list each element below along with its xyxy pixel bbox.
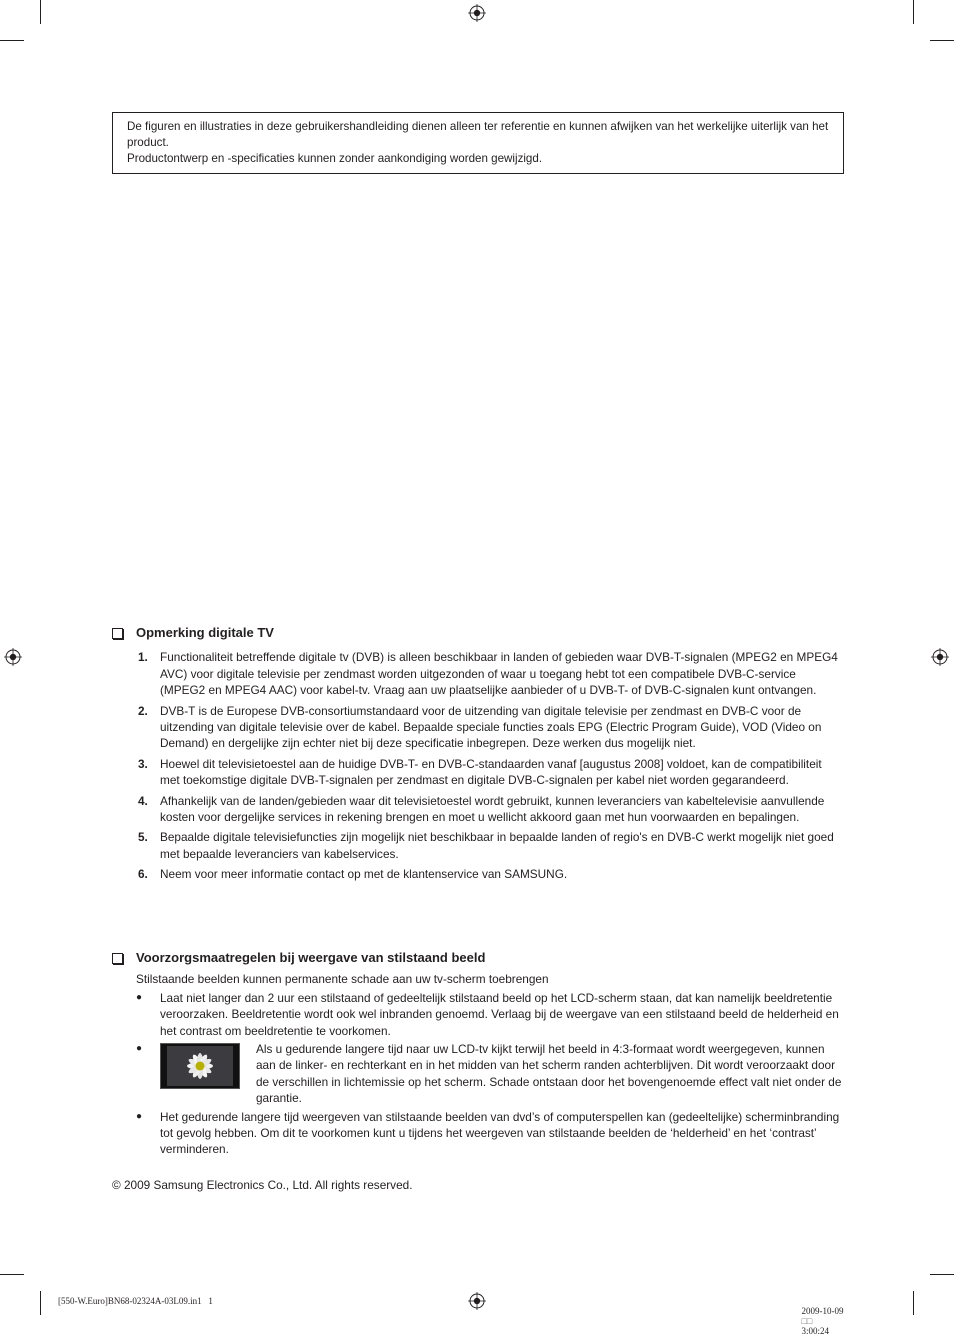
flower-image-icon — [161, 1044, 239, 1088]
crop-mark — [40, 1291, 41, 1315]
disclaimer-text: De figuren en illustraties in deze gebruikershandleiding dienen alleen ter referentie en kunnen afwijken van het werkelijke uiterlijk van het product. — [127, 120, 829, 149]
registration-mark-icon — [4, 648, 22, 666]
footer-glyphs: □□ — [801, 1316, 813, 1326]
item-text: Als u gedurende langere tijd naar uw LCD-tv kijkt terwijl het beeld in 4:3-formaat wordt weergegeven, kunnen aan de linker- en rechterkant en in het midden van het scherm randen achterblijven. Dit wordt veroorzaakt door de verschillen in lichtemissie op het scherm. Schade ontstaan door het bovengenoemde effect valt niet onder de garantie. — [256, 1042, 842, 1106]
list-item — [112, 756, 842, 789]
list-item — [112, 1109, 842, 1158]
still-image-section — [112, 950, 842, 1158]
item-text: Hoewel dit televisietoestel aan de huidige DVB-T- en DVB-C-standaarden vanaf [augustus 2008] voldoet, kan de compatibiliteit met toekomstige digitale DVB-T-signalen per zendmast en digitale DVB-C-signalen per kabel niet worden gegarandeerd. — [160, 756, 822, 788]
footer-time: 3:00:24 — [801, 1326, 830, 1336]
print-footer-file: [550-W.Euro]BN68-02324A-03L09.in1 1 — [58, 1296, 213, 1306]
list-item — [112, 1041, 842, 1107]
disclaimer-text: Productontwerp en -specificaties kunnen zonder aankondiging worden gewijzigd. — [127, 152, 543, 165]
registration-mark-icon — [468, 1292, 486, 1310]
section-intro: Stilstaande beelden kunnen permanente schade aan uw tv-scherm toebrengen — [136, 972, 549, 987]
tv-screen-image — [160, 1043, 240, 1089]
numbered-list — [112, 649, 842, 882]
item-text: Laat niet langer dan 2 uur een stilstaand of gedeeltelijk stilstaand beeld op het LCD-scherm staan, dat kan namelijk beeldretentie veroorzaken. Beeldretentie wordt ook wel inbranden genoemd. Verlaag bij de weergave van een stilstaand beeld de helderheid en het contrast om beeldretentie te voorkomen. — [160, 990, 839, 1038]
registration-mark-icon — [931, 648, 949, 666]
section-heading — [112, 950, 842, 966]
print-footer-date — [797, 1296, 844, 1336]
crop-mark — [913, 1291, 914, 1315]
section-title: Voorzorgsmaatregelen bij weergave van stilstaand beeld — [136, 950, 486, 965]
list-item — [112, 829, 842, 862]
item-text: Het gedurende langere tijd weergeven van stilstaande beelden van dvd’s of computerspellen kan (gedeeltelijke) scherminbranding tot gevolg hebben. Om dit te voorkomen kunt u tijdens het weergeven van stilstaande beelden de ‘helderheid’ en het ‘contrast’ verminderen. — [160, 1109, 840, 1157]
list-item — [112, 649, 842, 698]
item-text: DVB-T is de Europese DVB-consortiumstandaard voor de uitzending van digitale televisie per zendmast en DVB-C voor de uitzending van digitale televisie over de kabel. Bepaalde speciale functies zoals EPG (Electric Program Guide), VOD (Video on Demand) en dergelijke zijn echter niet bij deze specificatie inbegrepen. Deze werken dus mogelijk niet. — [160, 703, 822, 751]
item-number: 1. — [138, 650, 148, 665]
list-item — [112, 703, 842, 752]
item-number: 4. — [138, 793, 148, 808]
item-text: Neem voor meer informatie contact op met de klantenservice van SAMSUNG. — [160, 867, 568, 882]
list-item — [112, 866, 842, 882]
item-text: Afhankelijk van de landen/gebieden waar dit televisietoestel wordt gebruikt, kunnen leveranciers van kabeltelevisie aanvullende kosten voor dergelijke services in rekening brengen en moet u wellicht akkoord gaan met hun voorwaarden en bepalingen. — [160, 793, 825, 825]
checkbox-bullet-icon — [112, 953, 123, 964]
crop-mark — [913, 0, 914, 24]
list-item — [112, 793, 842, 826]
bullet-list — [112, 990, 842, 1158]
section-title: Opmerking digitale TV — [136, 625, 274, 640]
bullet-icon: ● — [136, 1110, 143, 1122]
crop-mark — [40, 0, 41, 24]
crop-mark — [930, 40, 954, 41]
item-number: 5. — [138, 830, 148, 845]
list-item — [112, 990, 842, 1039]
crop-mark — [930, 1274, 954, 1275]
crop-mark — [0, 1274, 24, 1275]
section-heading — [112, 625, 842, 641]
bullet-icon: ● — [136, 1043, 143, 1055]
item-text: Functionaliteit betreffende digitale tv (DVB) is alleen beschikbaar in landen of gebieden waar DVB-T-signalen (MPEG2 en MPEG4 AVC) voor digitale televisie per zendmast worden uitgezonden of waar u toegang hebt tot een compatibele DVB-C-service (MPEG2 en MPEG4 AAC) voor kabel-tv. Vraag aan uw plaatselijke aanbieder of u DVB-T- of DVB-C-signalen kunt ontvangen. — [160, 650, 838, 698]
registration-mark-icon — [468, 4, 486, 22]
item-text: Bepaalde digitale televisiefuncties zijn mogelijk niet beschikbaar in bepaalde landen of regio's en DVB-C werkt mogelijk niet goed met bepaalde leveranciers van kabelservices. — [160, 830, 834, 861]
item-number: 6. — [138, 867, 148, 882]
crop-mark — [0, 40, 24, 41]
footer-date: 2009-10-09 — [801, 1306, 844, 1316]
item-number: 2. — [138, 703, 148, 718]
checkbox-bullet-icon — [112, 628, 123, 639]
digital-tv-section — [112, 625, 842, 883]
bullet-icon: ● — [136, 991, 143, 1003]
copyright-text: © 2009 Samsung Electronics Co., Ltd. All rights reserved. — [112, 1178, 413, 1192]
disclaimer-box — [112, 112, 844, 174]
item-number: 3. — [138, 756, 148, 771]
